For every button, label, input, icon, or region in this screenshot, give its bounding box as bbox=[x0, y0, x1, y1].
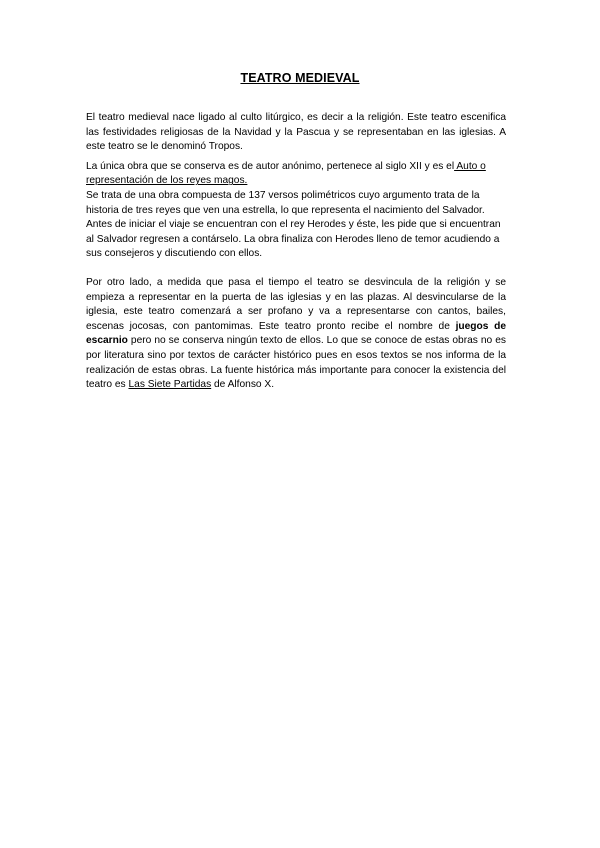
paragraph-desvinculacion bbox=[86, 276, 506, 393]
page-title: TEATRO MEDIEVAL bbox=[240, 71, 360, 85]
siete-partidas-title: Las Siete Partidas bbox=[128, 379, 212, 391]
paragraph-argumento: Se trata de una obra compuesta de 137 versos polimétricos cuyo argumento trata de la historia de tres reyes que ven una estrella, lo que representa el nacimiento del Salvador. Antes de iniciar el viaje se encuentran con el rey Herodes y éste, les pide que si encuentran al Salvador regresen a contárselo. La obra finaliza con Herodes lleno de temor acudiendo a sus consejeros y discutiendo con ellos. bbox=[86, 189, 501, 260]
juegos-de-escarnio-term: juegos de escarnio bbox=[86, 320, 506, 347]
paragraph-obra-text: La única obra que se conserva es de autor anónimo, pertenece al siglo XII y es el bbox=[86, 160, 455, 172]
paragraph-intro: El teatro medieval nace ligado al culto litúrgico, es decir a la religión. Este teatro escenifica las festividades religiosas de la Navidad y la Pascua y se representaban en las iglesias. A este teatro se le denominó Tropos. bbox=[86, 112, 506, 153]
paragraph-desvinculacion-text-2: pero no se conserva ningún texto de ellos. Lo que se conoce de estas obras no es por literatura sino por textos de carácter histórico pues en esos textos se nos informa de la realización de estas obras. La fuente histórica más importante para conocer la existencia del teatro es bbox=[86, 335, 506, 391]
paragraph-desvinculacion-text-3: de Alfonso X. bbox=[211, 379, 275, 391]
document-body bbox=[86, 111, 506, 393]
paragraph-desvinculacion-text-1: Por otro lado, a medida que pasa el tiempo el teatro se desvincula de la religión y se empieza a representar en la puerta de las iglesias y en las plazas. Al desvincularse de la iglesia, este teatro comenzará a ser profano y va a representarse con cantos, bailes, escenas jocosas, con pantomimas. Este teatro pronto recibe el nombre de bbox=[86, 276, 506, 332]
auto-reyes-magos-title: Auto o representación de los reyes magos. bbox=[86, 160, 486, 187]
paragraph-obra bbox=[86, 160, 506, 189]
